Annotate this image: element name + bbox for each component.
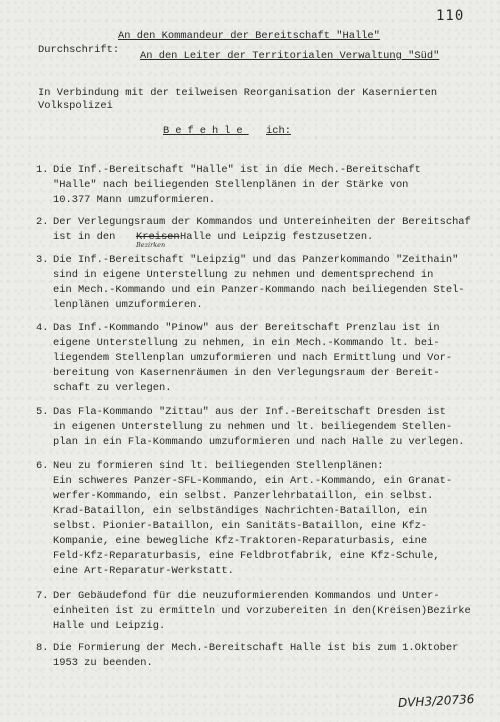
item-5-line-2: in eigenen Unterstellung zu nehmen und lt. beiliegendem Stellen- bbox=[53, 421, 453, 433]
item-3-line-4: lenplänen umzuformieren. bbox=[53, 299, 203, 311]
item-6-line-7: Feld-Kfz-Reparaturbasis, eine Feldbrotfabrik, eine Kfz-Schule, bbox=[53, 550, 440, 562]
item-4-line-2: eigene Unterstellung zu nehmen, in ein Mech.-Kommando lt. bei- bbox=[53, 337, 440, 349]
item-6-line-2: Ein schweres Panzer-SFL-Kommando, ein Art.-Kommando, ein Granat- bbox=[53, 475, 453, 487]
struck-word: Kreisen bbox=[136, 231, 180, 243]
item-5-line-1: Das Fla-Kommando "Zittau" aus der Inf.-Bereitschaft Dresden ist bbox=[53, 406, 446, 418]
item-3-line-2: sind in eigene Unterstellung zu nehmen und dementsprechend in bbox=[53, 269, 434, 281]
item-5-line-3: plan in ein Fla-Kommando umzuformieren und nach Halle zu verlegen. bbox=[53, 436, 465, 448]
item-6-line-3: werfer-Kommando, ein selbst. Panzerlehrbataillon, ein selbst. bbox=[53, 490, 434, 502]
item-4-line-1: Das Inf.-Kommando "Pinow" aus der Bereitschaft Prenzlau ist in bbox=[53, 322, 440, 334]
intro-line-1: In Verbindung mit der teilweisen Reorganisation der Kasernierten bbox=[38, 87, 438, 99]
item-number: 2. bbox=[36, 216, 49, 228]
item-4-line-5: schaft zu verlegen. bbox=[53, 382, 172, 394]
item-2-line-1: Der Verlegungsraum der Kommandos und Untereinheiten der Bereitschaf bbox=[53, 216, 471, 228]
item-6-line-6: Kompanie, eine bewegliche Kfz-Traktoren-Reparaturbasis, eine bbox=[53, 535, 428, 547]
item-4-line-3: liegendem Stellenplan umzuformieren und nach Ermittlung und Vor- bbox=[53, 352, 453, 364]
item-7-line-3: Halle und Leipzig. bbox=[53, 620, 166, 632]
item-number: 8. bbox=[36, 642, 49, 654]
item-6-line-5: selbst. Pionier-Bataillon, ein Sanitäts-Bataillon, eine Kfz- bbox=[53, 520, 428, 532]
item-6-line-8: eine Art-Reparatur-Werkstatt. bbox=[53, 565, 234, 577]
addressee-line: An den Kommandeur der Bereitschaft "Halle" bbox=[118, 30, 380, 42]
item-number: 6. bbox=[36, 460, 49, 472]
item-3-line-1: Die Inf.-Bereitschaft "Leipzig" und das Panzerkommando "Zeithain" bbox=[53, 254, 459, 266]
command-heading-befehle: Befehle bbox=[163, 125, 249, 137]
item-1-line-2: "Halle" nach beiliegenden Stellenplänen in der Stärke von bbox=[53, 179, 409, 191]
item-number: 7. bbox=[36, 590, 49, 602]
item-1-line-3: 10.377 Mann umzuformieren. bbox=[53, 194, 216, 206]
item-6-line-4: Krad-Bataillon, ein selbständiges Nachrichten-Bataillon, ein bbox=[53, 505, 428, 517]
item-1-line-1: Die Inf.-Bereitschaft "Halle" ist in die Mech.-Bereitschaft bbox=[53, 164, 421, 176]
item-8-line-1: Die Formierung der Mech.-Bereitschaft Halle ist bis zum 1.Oktober bbox=[53, 642, 459, 654]
command-heading-ich: ich: bbox=[266, 125, 291, 137]
item-4-line-4: bereitung von Kasernenräumen in den Verlegungsraum der Bereit- bbox=[53, 367, 440, 379]
copy-label: Durchschrift: bbox=[38, 44, 120, 56]
item-3-line-3: ein Mech.-Kommando und ein Panzer-Kommando nach beiliegenden Stel- bbox=[53, 284, 465, 296]
item-8-line-2: 1953 zu beenden. bbox=[53, 657, 153, 669]
item-7-line-2: einheiten ist zu ermitteln und vorzubereiten in den(Kreisen)Bezirke bbox=[53, 605, 471, 617]
item-7-line-1: Der Gebäudefond für die neuzuformierenden Kommandos und Unter- bbox=[53, 590, 440, 602]
item-number: 3. bbox=[36, 254, 49, 266]
archive-signature-stamp: DVH3/20736 bbox=[397, 692, 475, 710]
item-number: 4. bbox=[36, 322, 49, 334]
item-6-line-1: Neu zu formieren sind lt. beiliegenden Stellenplänen: bbox=[53, 460, 384, 472]
item-2-line-2-start: ist in den bbox=[53, 231, 116, 243]
item-number: 1. bbox=[36, 164, 49, 176]
item-2-line-2-end: Halle und Leipzig festzusetzen. bbox=[180, 231, 374, 243]
handwritten-correction: Bezirken bbox=[136, 241, 166, 249]
intro-line-2: Volkspolizei bbox=[38, 100, 113, 112]
item-number: 5. bbox=[36, 406, 49, 418]
copy-recipient: An den Leiter der Territorialen Verwaltung "Süd" bbox=[140, 50, 440, 62]
page-number: 110 bbox=[436, 8, 465, 24]
